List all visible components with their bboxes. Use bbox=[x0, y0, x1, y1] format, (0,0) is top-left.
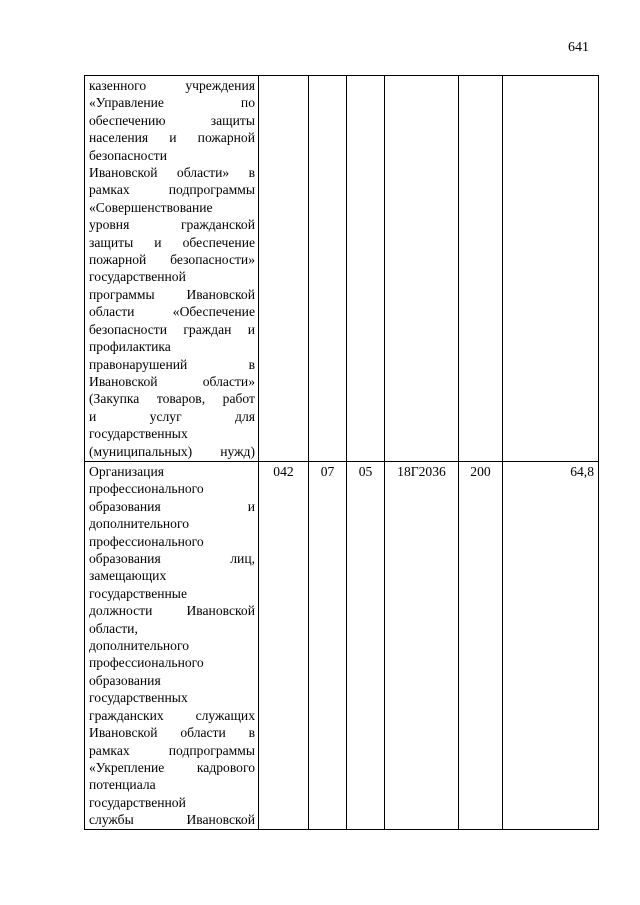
description-line: рамках подпрограммы bbox=[89, 182, 255, 198]
description-line: дополнительного bbox=[89, 516, 190, 532]
code-cell: 042 bbox=[259, 462, 309, 830]
code-cell bbox=[259, 76, 309, 462]
description-line: казенного учреждения bbox=[89, 78, 255, 93]
table-row bbox=[85, 76, 599, 462]
description-line: государственной bbox=[89, 794, 186, 810]
description-line: Ивановской области» в bbox=[89, 165, 255, 181]
description-line: государственной bbox=[89, 269, 186, 285]
description-line: профессионального bbox=[89, 655, 204, 671]
description-line: правонарушений в bbox=[89, 356, 255, 372]
description-line: пожарной безопасности» bbox=[89, 252, 255, 268]
section-cell: 07 bbox=[309, 462, 347, 830]
description-line: «Совершенствование bbox=[89, 199, 213, 215]
table-row bbox=[85, 462, 599, 830]
description-line: должности Ивановской bbox=[89, 603, 255, 619]
description-line: программы Ивановской bbox=[89, 286, 255, 302]
page-number: 641 bbox=[568, 40, 589, 55]
description-line: профессионального bbox=[89, 481, 204, 497]
description-line: области, bbox=[89, 620, 138, 636]
description-line: Ивановской области в bbox=[89, 725, 255, 741]
description-line: потенциала bbox=[89, 777, 156, 793]
description-line: «Управление по bbox=[89, 95, 255, 111]
description-line: области «Обеспечение bbox=[89, 304, 255, 320]
description-line: (Закупка товаров, работ bbox=[89, 391, 255, 407]
description-line: образования bbox=[89, 672, 161, 688]
description-line: населения и пожарной bbox=[89, 130, 255, 146]
target-article-cell bbox=[385, 76, 459, 462]
amount-cell bbox=[503, 76, 599, 462]
section-cell bbox=[309, 76, 347, 462]
amount-cell: 64,8 bbox=[503, 462, 599, 830]
budget-table bbox=[84, 75, 599, 830]
table-body bbox=[85, 76, 599, 830]
target-article-cell: 18Г2036 bbox=[385, 462, 459, 830]
description-line: обеспечению защиты bbox=[89, 112, 255, 128]
description-line: (муниципальных) нужд) bbox=[89, 443, 255, 459]
description-line: Ивановской области» bbox=[89, 373, 255, 389]
expense-type-cell: 200 bbox=[459, 462, 503, 830]
description-line: Организация bbox=[89, 464, 164, 479]
description-line: государственных bbox=[89, 690, 188, 706]
subsection-cell bbox=[347, 76, 385, 462]
description-line: службы Ивановской bbox=[89, 812, 255, 828]
expense-type-cell bbox=[459, 76, 503, 462]
description-line: государственных bbox=[89, 426, 188, 442]
description-cell bbox=[85, 462, 259, 830]
description-line: образования и bbox=[89, 498, 255, 514]
description-cell bbox=[85, 76, 259, 462]
description-line: замещающих bbox=[89, 568, 167, 584]
description-line: образования лиц, bbox=[89, 551, 255, 567]
description-line: безопасности bbox=[89, 147, 168, 163]
description-line: безопасности граждан и bbox=[89, 321, 255, 337]
description-line: защиты и обеспечение bbox=[89, 234, 255, 250]
description-line: рамках подпрограммы bbox=[89, 742, 255, 758]
description-line: гражданских служащих bbox=[89, 707, 255, 723]
description-line: уровня гражданской bbox=[89, 217, 255, 233]
description-line: «Укрепление кадрового bbox=[89, 759, 255, 775]
description-line: государственные bbox=[89, 585, 187, 601]
description-line: и услуг для bbox=[89, 408, 255, 424]
subsection-cell: 05 bbox=[347, 462, 385, 830]
description-line: профилактика bbox=[89, 339, 171, 355]
description-line: дополнительного bbox=[89, 638, 190, 654]
description-line: профессионального bbox=[89, 533, 204, 549]
